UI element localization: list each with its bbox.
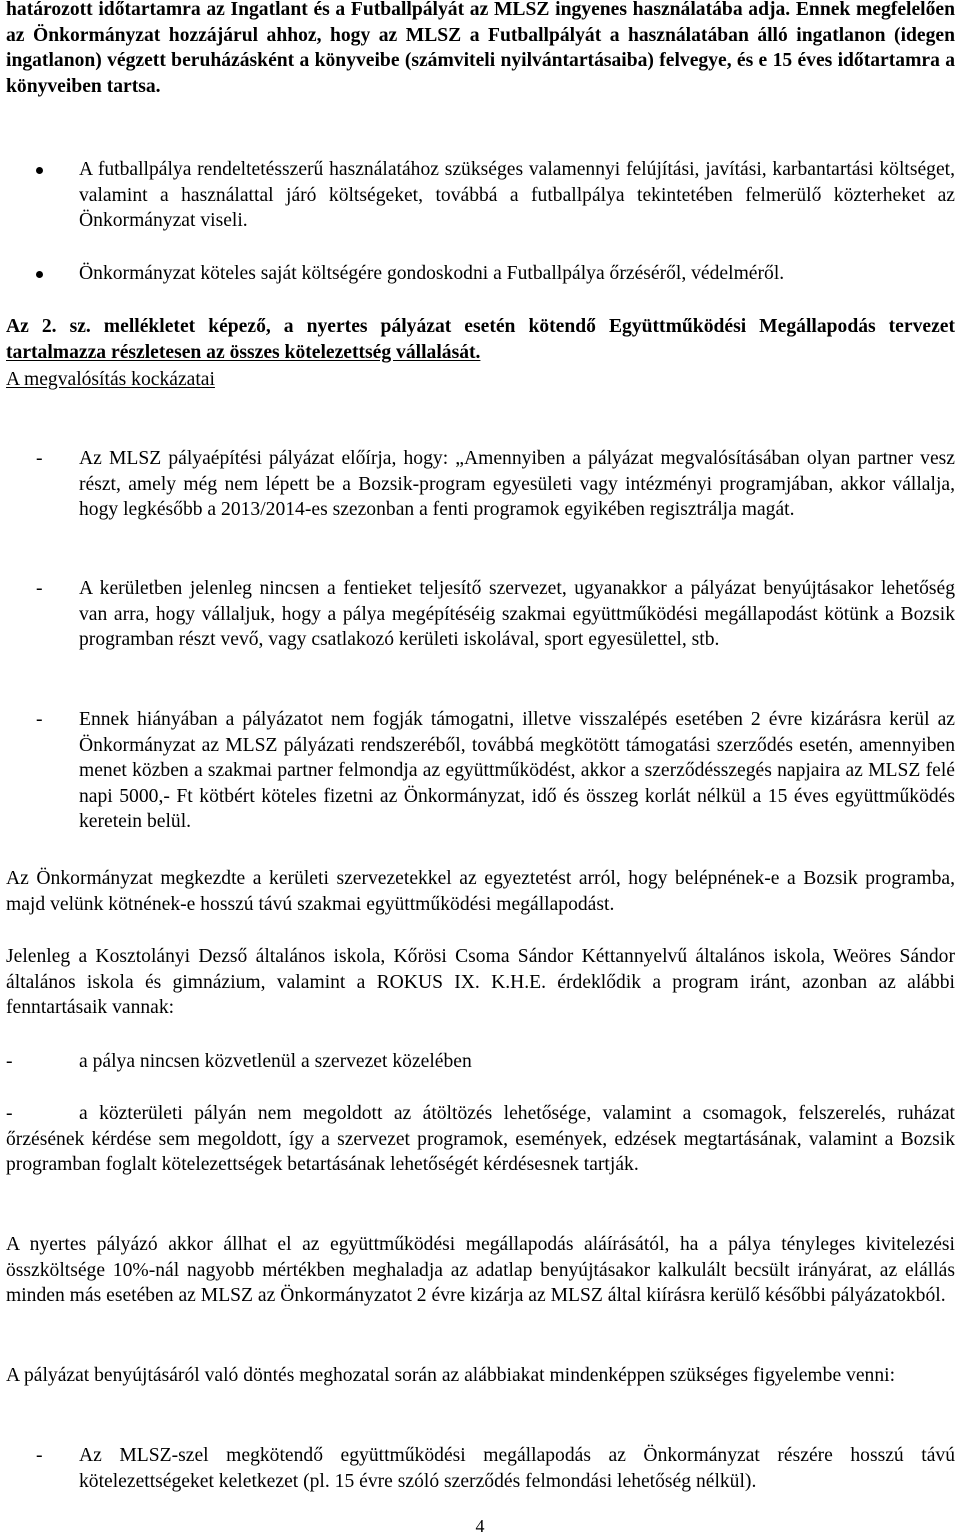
annex-text: Az 2. sz. mellékletet képező, a nyertes pályázat esetén kötendő Együttműködési Megállapodás tervezet [6,316,955,337]
reservation-text: a pálya nincsen közvetlenül a szervezet közelében [79,1051,472,1072]
risk-item-text: Az MLSZ pályaépítési pályázat előírja, hogy: „Amennyiben a pályázat megvalósításában olyan partner vesz részt, amely még nem lépett be a Bozsik-program egyesületi vagy intézményi programjában, akkor vállalja, hogy legkésőbb a 2013/2014-es szezonban a fenti programok egyikében regisztrálja magát. [79,448,955,520]
bullet-dot-icon [36,271,43,278]
paragraph-text: határozott időtartamra az Ingatlant és a Futballpályát az MLSZ ingyenes használatába adja. Ennek megfelelően az Önkormányzat hozzájárul ahhoz, hogy az MLSZ a Futballpályát a használatában álló ingatlanon (idegen ingatlanon) végzett beruházásként a könyveibe (számviteli nyilvántartásaiba) felvegye, és e 15 éves időtartamra a könyveiben tartsa. [6,0,955,97]
bullet-dot-icon [36,167,43,174]
paragraph-withdrawal [6,1232,955,1309]
risk-heading: A megvalósítás kockázatai [6,369,215,390]
reservation-item [6,1101,955,1178]
section-heading-risks [6,367,955,393]
bullet-text: A futballpálya rendeltetésszerű használatához szükséges valamennyi felújítási, javítási, karbantartási költséget, valamint a használattal járó költségeket, továbbá a futballpálya tekintetében felmerülő közterheket az Önkormányzat viseli. [79,159,955,231]
paragraph-annex [6,314,955,365]
paragraph-text: Jelenleg a Kosztolányi Dezső általános iskola, Kőrösi Csoma Sándor Kéttannyelvű általános iskola, Weöres Sándor általános iskola és gimnázium, valamint a ROKUS IX. K.H.E. érdeklődik a program iránt, azonban az alábbi fenntartásaik vannak: [6,946,955,1018]
paragraph-consultation [6,866,955,917]
dash-marker: - [6,1051,13,1072]
dash-marker: - [36,448,43,469]
reservation-item [6,1049,955,1075]
risk-item-text: Ennek hiányában a pályázatot nem fogják támogatni, illetve visszalépés esetében 2 évre kizárásra kerül az Önkormányzat az MLSZ pályázati rendszeréből, továbbá megkötött támogatási szerződés esetén, amennyiben menet közben a szakmai partner felmondja az együttműködést, akkor a szerződésszegés napjaira az MLSZ felé napi 5000,- Ft kötbért köteles fizetni az Önkormányzat, idő és összeg korlát nélkül a 15 éves együttműködés keretein belül. [79,709,955,832]
reservation-text: a közterületi pályán nem megoldott az átöltözés lehetősége, valamint a csomagok, felszerelés, ruházat őrzésének kérdése sem megoldott, így a szervezet programok, események, edzések megtartásának, valamint a Bozsik programban foglalt kötelezettségek betartásának lehetőségét kérdésesnek tartják. [6,1103,955,1175]
annex-text-underlined: tartalmazza részletesen az összes kötelezettség vállalását. [6,341,481,363]
risk-item-text: A kerületben jelenleg nincsen a fentieket teljesítő szervezet, ugyanakkor a pályázat benyújtásakor lehetőség van arra, hogy vállaljuk, hogy a pálya megépítéséig szakmai együttműködési megállapodást kötünk a Bozsik programban részt vevő, vagy csatlakozó kerületi iskolával, sport egyesülettel, stb. [79,578,955,650]
paragraph-ownership [6,0,955,99]
bullet-item-security [6,261,955,287]
paragraph-text: Az Önkormányzat megkezdte a kerületi szervezetekkel az egyeztetést arról, hogy belépnének-e a Bozsik programba, majd velünk kötnének-e hosszú távú szakmai együttműködési megállapodást. [6,868,955,915]
page-number: 4 [475,1516,485,1536]
risk-item [6,707,955,835]
risk-item [6,446,955,523]
risk-item [6,576,955,653]
decision-item-text: Az MLSZ-szel megkötendő együttműködési megállapodás az Önkormányzat részére hosszú távú kötelezettségeket keletkezet (pl. 15 évre szóló szerződés felmondási lehetőség nélkül). [79,1445,955,1492]
paragraph-text: A pályázat benyújtásáról való döntés meghozatal során az alábbiakat mindenképpen szükséges figyelembe venni: [6,1365,896,1386]
paragraph-text: A nyertes pályázó akkor állhat el az együttműködési megállapodás aláírásától, ha a pálya tényleges kivitelezési összköltsége 10%-nál nagyobb mértékben meghaladja az adatlap benyújtásakor kalkulált becsült irányárat, az elállás minden más esetében az MLSZ az Önkormányzatot 2 évre kizárja az MLSZ által kiírásra kerülő későbbi pályázatokból. [6,1234,955,1306]
bullet-item-costs [6,157,955,234]
dash-marker: - [36,1445,43,1466]
bullet-text: Önkormányzat köteles saját költségére gondoskodni a Futballpálya őrzéséről, védelméről. [79,263,785,284]
dash-marker: - [36,578,43,599]
decision-item [6,1443,955,1494]
dash-marker: - [6,1103,13,1124]
paragraph-schools [6,944,955,1021]
paragraph-decision [6,1363,955,1389]
dash-marker: - [36,709,43,730]
